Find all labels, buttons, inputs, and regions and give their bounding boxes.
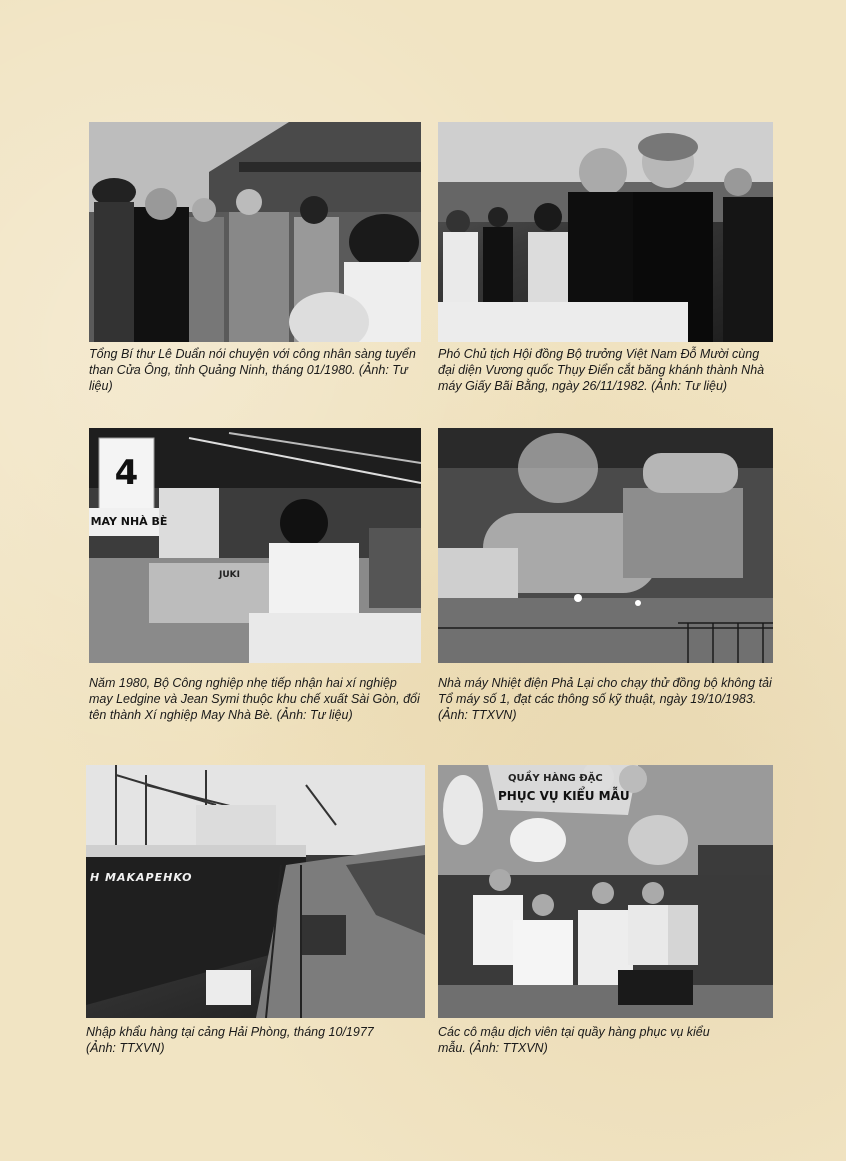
photo-bai-bang-ribbon-image — [438, 122, 773, 342]
photo-le-duan-workers — [89, 122, 421, 342]
sign-number: 4 — [114, 453, 139, 493]
photo-pha-lai-power-plant-image — [438, 428, 773, 663]
photo-pha-lai-power-plant-caption: Nhà máy Nhiệt điện Phả Lại cho chạy thử đồng bộ không tải Tổ máy số 1, đạt các thông số kỹ thuật, ngày 19/10/1983. (Ảnh: TTXVN) — [438, 676, 772, 722]
photo-le-duan-workers-caption: Tổng Bí thư Lê Duẩn nói chuyện với công nhân sàng tuyển than Cửa Ông, tỉnh Quảng Ninh, tháng 01/1980. (Ảnh: Tư liệu) — [89, 347, 416, 393]
photo-hai-phong-port — [86, 765, 425, 1018]
photo-pha-lai-power-plant — [438, 428, 773, 663]
photo-nha-be-garment-caption: Năm 1980, Bộ Công nghiệp nhẹ tiếp nhận hai xí nghiệp may Ledgine và Jean Symi thuộc khu chế xuất Sài Gòn, đổi tên thành Xí nghiệp May Nhà Bè. (Ảnh: Tư liệu) — [89, 676, 420, 722]
photo-bai-bang-ribbon-caption: Phó Chủ tịch Hội đồng Bộ trưởng Việt Nam Đỗ Mười cùng đại diện Vương quốc Thụy Điển cắt băng khánh thành Nhà máy Giấy Bãi Bằng, ngày 26/11/1982. (Ảnh: Tư liệu) — [438, 347, 765, 393]
shop-sign-line2: PHỤC VỤ KIỂU MẪU — [498, 789, 630, 803]
shop-sign-line1: QUẦY HÀNG ĐẶC — [508, 773, 603, 784]
photo-model-shop-caption: Các cô mậu dịch viên tại quầy hàng phục vụ kiểu mẫu. (Ảnh: TTXVN) — [438, 1025, 710, 1055]
photo-hai-phong-port-image — [86, 765, 425, 1018]
photo-bai-bang-ribbon — [438, 122, 773, 342]
photo-model-shop — [438, 765, 773, 1018]
photo-hai-phong-port-caption: Nhập khẩu hàng tại cảng Hải Phòng, tháng 10/1977 (Ảnh: TTXVN) — [86, 1025, 374, 1055]
photo-le-duan-workers-image — [89, 122, 421, 342]
ship-name: H MAKAPEHKO — [90, 871, 193, 884]
photo-nha-be-garment — [89, 428, 421, 663]
machine-brand-label: JUKI — [219, 570, 240, 580]
sign-may-nha-be: MAY NHÀ BÈ — [90, 515, 168, 528]
